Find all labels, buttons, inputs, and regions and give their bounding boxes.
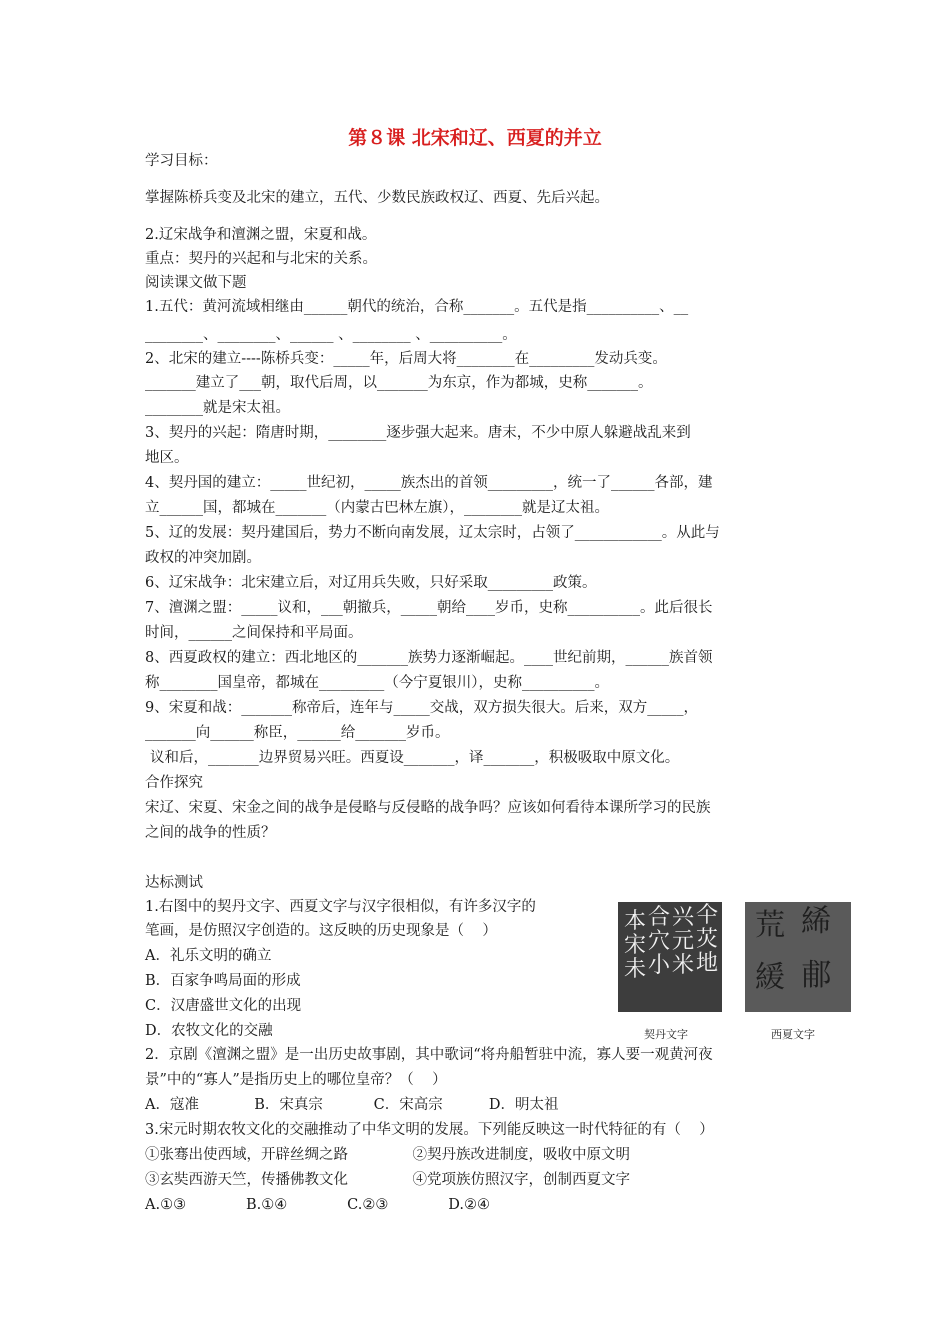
text-line: 议和后，_______边界贸易兴旺。西夏设_______，译_______，积极吸取中原文化。 <box>150 750 680 766</box>
option-line: C．汉唐盛世文化的出现 <box>145 998 302 1014</box>
text-line: 重点：契丹的兴起和与北宋的关系。 <box>145 251 377 267</box>
option-line: ①张骞出使西域，开辟丝绸之路 ②契丹族改进制度，吸收中原文明 <box>145 1147 631 1163</box>
text-line: 笔画，是仿照汉字创造的。这反映的历史现象是（ ） <box>145 923 497 939</box>
option-line: D．农牧文化的交融 <box>145 1023 273 1039</box>
option-line: B．百家争鸣局面的形成 <box>145 973 301 989</box>
text-line: 学习目标： <box>145 153 218 169</box>
option-line: A．寇准 B．宋真宗 C．宋高宗 D．明太祖 <box>145 1097 559 1113</box>
text-line: _______向______称臣，______给_______岁币。 <box>145 725 450 741</box>
text-line: 政权的冲突加剧。 <box>145 550 261 566</box>
text-line: 4、契丹国的建立：_____世纪初，_____族杰出的首领_________，统一了______各部，建 <box>145 475 713 491</box>
page-title: 第８课 北宋和辽、西夏的并立 <box>348 127 602 149</box>
text-line: 2．京剧《澶渊之盟》是一出历史故事剧，其中歌词“将舟船暂驻中流，寡人要一观黄河夜 <box>145 1047 713 1063</box>
text-line: 地区。 <box>145 450 189 466</box>
xixia-caption: 西夏文字 <box>771 1028 815 1041</box>
text-line: 之间的战争的性质？ <box>145 825 276 841</box>
section-heading: 阅读课文做下题 <box>145 275 247 291</box>
option-line: A.①③ B.①④ C.②③ D.②④ <box>145 1197 490 1213</box>
text-line: 1.五代：黄河流域相继由______朝代的统治，合称_______。五代是指__________、__ <box>145 299 689 315</box>
section-heading: 达标测试 <box>145 875 203 891</box>
text-line: 2、北宋的建立----陈桥兵变：_____年，后周大将________在_________发动兵变。 <box>145 351 667 367</box>
text-line: 3、契丹的兴起：隋唐时期，________逐步强大起来。唐末，不少中原人躲避战乱来到 <box>145 425 691 441</box>
section-heading: 合作探究 <box>145 775 203 791</box>
text-line: ________就是宋太祖。 <box>145 400 290 416</box>
text-line: 宋辽、宋夏、宋金之间的战争是侵略与反侵略的战争吗？应该如何看待本课所学习的民族 <box>145 800 711 816</box>
khitan-script-image: 本 宋 未 合 穴 小 兴 元 米 仐 苂 地 <box>618 902 722 1012</box>
text-line: 称________国皇帝，都城在_________（今宁夏银川），史称__________。 <box>145 675 609 691</box>
text-line: 1.右图中的契丹文字、西夏文字与汉字很相似，有许多汉字的 <box>145 899 536 915</box>
text-line: 立______国，都城在_______（内蒙古巴林左旗），________就是辽太祖。 <box>145 500 609 516</box>
text-line: 8、西夏政权的建立：西北地区的_______族势力逐渐崛起。____世纪前期，______族首领 <box>145 650 713 666</box>
text-line: _______建立了___朝，取代后周，以_______为东京，作为都城，史称_______。 <box>145 375 653 391</box>
option-line: A．礼乐文明的确立 <box>145 948 272 964</box>
option-line: ③玄奘西游天竺，传播佛教文化 ④党项族仿照汉字，创制西夏文字 <box>145 1172 631 1188</box>
text-line: 6、辽宋战争：北宋建立后，对辽用兵失败，只好采取_________政策。 <box>145 575 597 591</box>
text-line: 7、澶渊之盟：_____议和，___朝撤兵，_____朝给____岁币，史称__________。此后很长 <box>145 600 713 616</box>
text-line: 2.辽宋战争和澶渊之盟，宋夏和战。 <box>145 227 377 243</box>
text-line: 3.宋元时期农牧文化的交融推动了中华文明的发展。下列能反映这一时代特征的有（ ） <box>145 1122 714 1138</box>
text-line: ________、________、______ 、________ 、__________。 <box>145 327 517 343</box>
text-line: 景”中的“寡人”是指历史上的哪位皇帝？（ ） <box>145 1072 447 1088</box>
text-line: 时间，______之间保持和平局面。 <box>145 625 363 641</box>
text-line: 9、宋夏和战：_______称帝后，连年与_____交战，双方损失很大。后来，双方_____， <box>145 700 698 716</box>
xixia-script-image: 荒 絺 緩 郙 <box>745 902 851 1012</box>
text-line: 掌握陈桥兵变及北宋的建立，五代、少数民族政权辽、西夏、先后兴起。 <box>145 190 609 206</box>
text-line: 5、辽的发展：契丹建国后，势力不断向南发展，辽太宗时，占领了____________。从此与 <box>145 525 720 541</box>
khitan-caption: 契丹文字 <box>644 1028 688 1041</box>
